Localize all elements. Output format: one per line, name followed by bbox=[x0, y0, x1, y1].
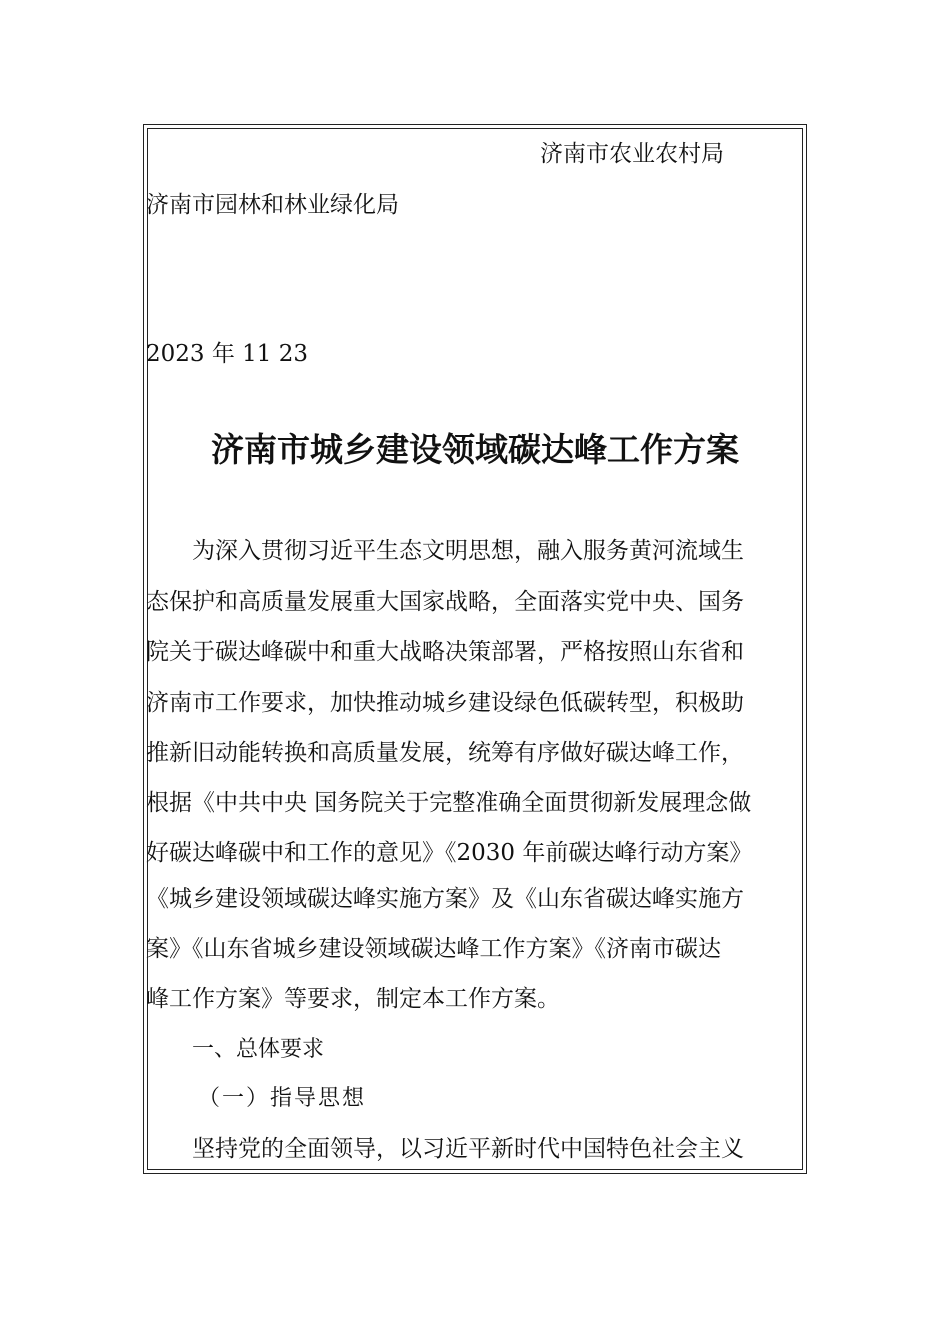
intro-line: 根据《中共中央 国务院关于完整准确全面贯彻新发展理念做 bbox=[146, 790, 752, 816]
body-text-line: 坚持党的全面领导，以习近平新时代中国特色社会主义 bbox=[192, 1136, 744, 1162]
document-title: 济南市城乡建设领域碳达峰工作方案 bbox=[211, 430, 739, 469]
issuing-org-agriculture: 济南市农业农村局 bbox=[540, 141, 724, 167]
section-heading: 一、总体要求 bbox=[192, 1037, 325, 1062]
intro-line: 态保护和高质量发展重大国家战略，全面落实党中央、国务 bbox=[146, 589, 744, 615]
intro-line: 院关于碳达峰碳中和重大战略决策部署，严格按照山东省和 bbox=[146, 639, 744, 665]
intro-line: 为深入贯彻习近平生态文明思想，融入服务黄河流域生 bbox=[192, 538, 744, 564]
intro-line: 推新旧动能转换和高质量发展，统筹有序做好碳达峰工作， bbox=[146, 740, 744, 766]
issue-date: 2023 年 11 23 bbox=[146, 341, 308, 367]
intro-line: 好碳达峰碳中和工作的意见》《2030 年前碳达峰行动方案》 bbox=[146, 840, 753, 866]
intro-line: 案》《山东省城乡建设领域碳达峰工作方案》《济南市碳达 bbox=[146, 936, 721, 962]
intro-line: 峰工作方案》等要求，制定本工作方案。 bbox=[146, 986, 560, 1012]
issuing-org-forestry: 济南市园林和林业绿化局 bbox=[146, 192, 399, 218]
intro-line: 《城乡建设领域碳达峰实施方案》及《山东省碳达峰实施方 bbox=[146, 886, 744, 912]
subsection-heading: （一）指导思想 bbox=[198, 1086, 367, 1111]
intro-line: 济南市工作要求，加快推动城乡建设绿色低碳转型，积极助 bbox=[146, 690, 744, 716]
